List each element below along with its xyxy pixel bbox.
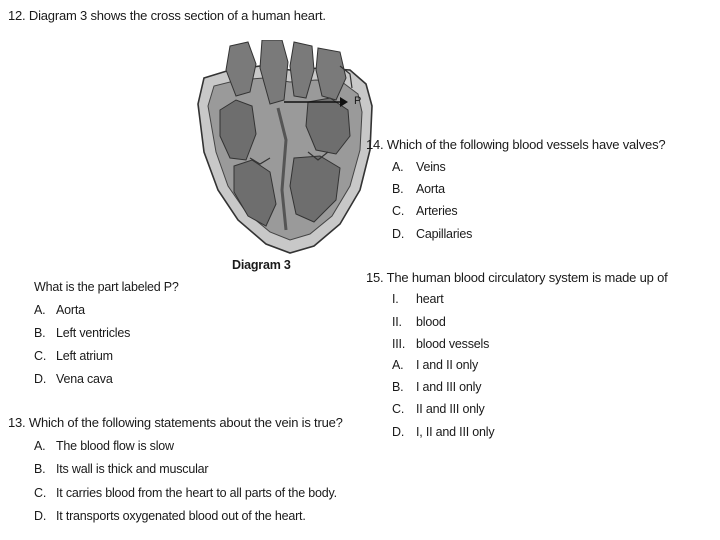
option-letter: D. — [392, 227, 405, 241]
item-text: blood vessels — [416, 337, 490, 351]
option-text: I and II only — [416, 358, 479, 372]
q13-option-c[interactable] — [34, 486, 337, 500]
q12-heading: 12. Diagram 3 shows the cross section of a human heart. — [8, 8, 326, 23]
option-letter: C. — [34, 349, 47, 363]
option-letter: C. — [392, 402, 405, 416]
option-text: It carries blood from the heart to all parts of the body. — [56, 486, 337, 500]
option-letter: B. — [34, 462, 46, 476]
q12-option-b[interactable] — [34, 326, 130, 340]
option-text: I, II and III only — [416, 425, 495, 439]
q13-heading: 13. Which of the following statements about the vein is true? — [8, 415, 343, 430]
option-letter: A. — [392, 358, 404, 372]
item-text: blood — [416, 315, 446, 329]
pointer-label-p: P — [354, 95, 362, 107]
diagram-caption: Diagram 3 — [232, 258, 291, 272]
option-text: Its wall is thick and muscular — [56, 462, 209, 476]
q13-option-d[interactable] — [34, 509, 306, 523]
option-letter: B. — [34, 326, 46, 340]
q12-option-a[interactable] — [34, 303, 85, 317]
option-letter: A. — [34, 303, 46, 317]
option-letter: D. — [34, 509, 47, 523]
option-letter: A. — [392, 160, 404, 174]
q15-item-i — [392, 292, 444, 306]
option-text: Left atrium — [56, 349, 113, 363]
pointer-arrow — [284, 95, 348, 109]
q15-heading: 15. The human blood circulatory system is made up of — [366, 270, 668, 285]
option-text: I and III only — [416, 380, 482, 394]
q13-option-a[interactable] — [34, 439, 174, 453]
option-text: Veins — [416, 160, 446, 174]
option-text: Left ventricles — [56, 326, 131, 340]
option-letter: D. — [392, 425, 405, 439]
q13-option-b[interactable] — [34, 462, 208, 476]
option-text: Aorta — [56, 303, 85, 317]
option-text: Capillaries — [416, 227, 473, 241]
q14-option-d[interactable] — [392, 227, 472, 241]
option-letter: A. — [34, 439, 46, 453]
q15-option-c[interactable] — [392, 402, 485, 416]
option-letter: C. — [34, 486, 47, 500]
q14-option-b[interactable] — [392, 182, 445, 196]
q12-option-d[interactable] — [34, 372, 113, 386]
item-numeral: III. — [392, 337, 406, 351]
q12-option-c[interactable] — [34, 349, 113, 363]
option-text: Arteries — [416, 204, 458, 218]
option-letter: B. — [392, 182, 404, 196]
option-letter: C. — [392, 204, 405, 218]
option-text: Vena cava — [56, 372, 113, 386]
q15-item-iii — [392, 337, 489, 351]
item-numeral: II. — [392, 315, 402, 329]
option-text: II and III only — [416, 402, 485, 416]
option-letter: D. — [34, 372, 47, 386]
option-text: Aorta — [416, 182, 445, 196]
option-letter: B. — [392, 380, 404, 394]
q15-option-d[interactable] — [392, 425, 494, 439]
heart-cross-section-diagram — [190, 40, 390, 255]
q14-option-a[interactable] — [392, 160, 446, 174]
option-text: It transports oxygenated blood out of the heart. — [56, 509, 306, 523]
q12-question: What is the part labeled P? — [34, 280, 179, 294]
item-numeral: I. — [392, 292, 399, 306]
q14-option-c[interactable] — [392, 204, 457, 218]
q15-option-a[interactable] — [392, 358, 478, 372]
q15-item-ii — [392, 315, 446, 329]
q14-heading: 14. Which of the following blood vessels have valves? — [366, 137, 666, 152]
option-text: The blood flow is slow — [56, 439, 174, 453]
item-text: heart — [416, 292, 444, 306]
q15-option-b[interactable] — [392, 380, 481, 394]
